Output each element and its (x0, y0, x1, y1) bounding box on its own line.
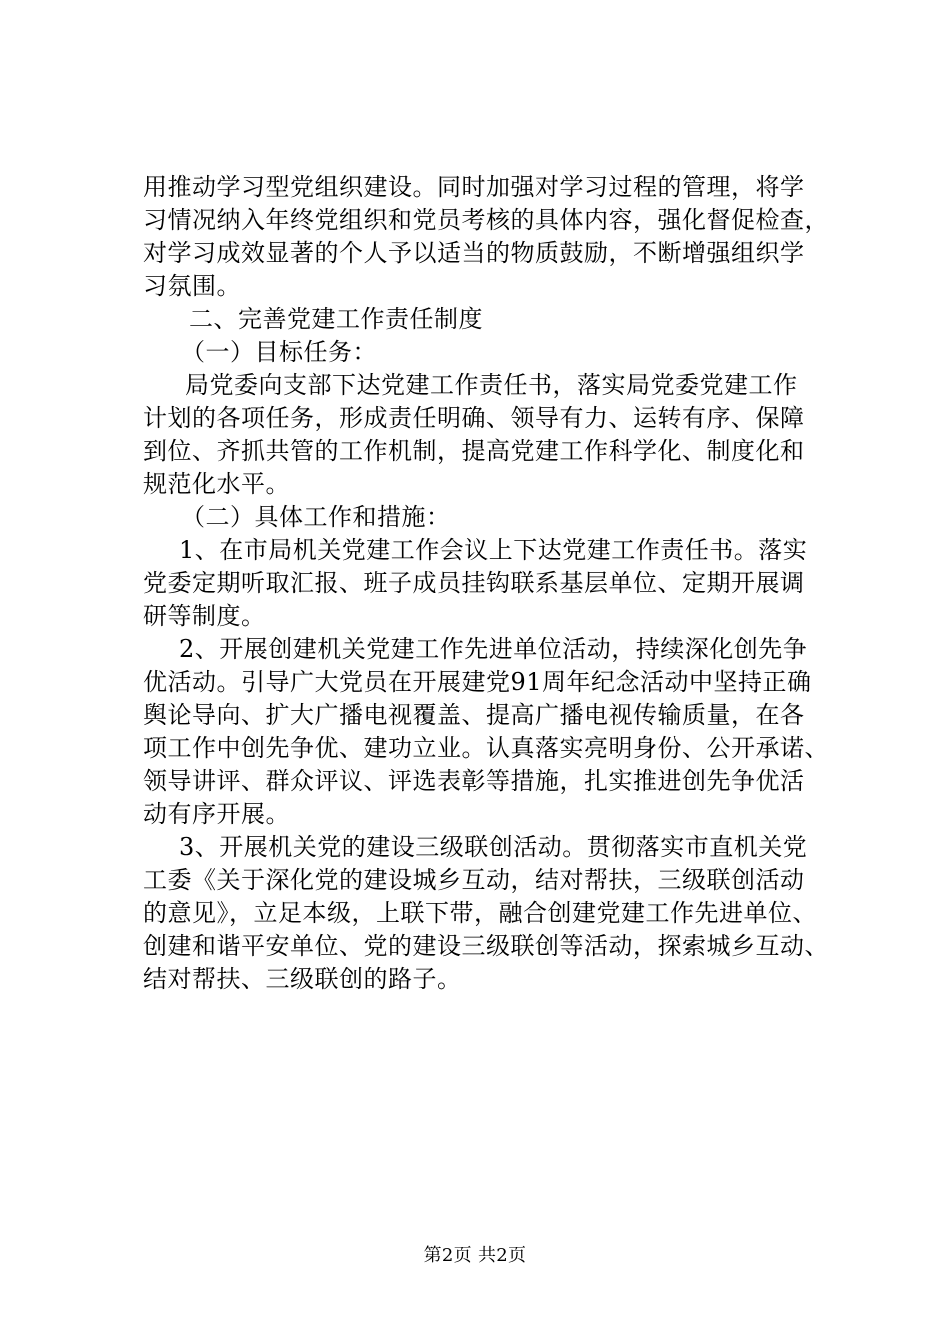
subheading-line: （二）具体工作和措施： (181, 503, 451, 531)
list-item-1 (143, 534, 843, 633)
text-line: 领导讲评、群众评议、评选表彰等措施，扎实推进创先争优活 (143, 767, 805, 795)
text-line: 创建和谐平安单位、党的建设三级联创等活动，探索城乡互动、 (143, 932, 829, 960)
list-item-3 (143, 831, 843, 996)
text-line: 习氛围。 (143, 272, 241, 300)
subheading-line: （一）目标任务： (181, 338, 377, 366)
text-line: 2、开展创建机关党建工作先进单位活动，持续深化创先争 (179, 635, 808, 663)
text-line: 用推动学习型党组织建设。同时加强对学习过程的管理，将学 (143, 173, 805, 201)
text-line: 研等制度。 (143, 602, 266, 630)
text-line: 计划的各项任务，形成责任明确、领导有力、运转有序、保障 (143, 404, 805, 432)
text-line: 1、在市局机关党建工作会议上下达党建工作责任书。落实 (179, 536, 808, 564)
paragraph-study-atmosphere (143, 171, 843, 303)
document-body (143, 171, 843, 996)
text-line: 结对帮扶、三级联创的路子。 (143, 965, 462, 993)
text-line: 局党委向支部下达党建工作责任书，落实局党委党建工作 (185, 371, 798, 399)
text-line: 习情况纳入年终党组织和党员考核的具体内容，强化督促检查， (143, 206, 829, 234)
subheading-measures (143, 501, 843, 534)
text-line: 规范化水平。 (143, 470, 290, 498)
text-line: 工委《关于深化党的建设城乡互动，结对帮扶，三级联创活动 (143, 866, 805, 894)
page-number-footer: 第2页 共2页 (423, 1245, 527, 1266)
text-line: 对学习成效显著的个人予以适当的物质鼓励，不断增强组织学 (143, 239, 805, 267)
heading-line: 二、完善党建工作责任制度 (189, 305, 483, 333)
text-line: 舆论导向、扩大广播电视覆盖、提高广播电视传输质量，在各 (143, 701, 805, 729)
list-item-2 (143, 633, 843, 831)
text-line: 党委定期听取汇报、班子成员挂钩联系基层单位、定期开展调 (143, 569, 805, 597)
text-line: 到位、齐抓共管的工作机制，提高党建工作科学化、制度化和 (143, 437, 805, 465)
text-line: 3、开展机关党的建设三级联创活动。贯彻落实市直机关党 (179, 833, 808, 861)
text-line: 动有序开展。 (143, 800, 290, 828)
text-line: 项工作中创先争优、建功立业。认真落实亮明身份、公开承诺、 (143, 734, 829, 762)
text-line: 优活动。引导广大党员在开展建党91周年纪念活动中坚持正确 (143, 668, 812, 696)
section-heading-responsibility (143, 303, 843, 336)
subheading-goals (143, 336, 843, 369)
paragraph-goals (143, 369, 843, 501)
text-line: 的意见》，立足本级，上联下带，融合创建党建工作先进单位、 (143, 899, 817, 927)
